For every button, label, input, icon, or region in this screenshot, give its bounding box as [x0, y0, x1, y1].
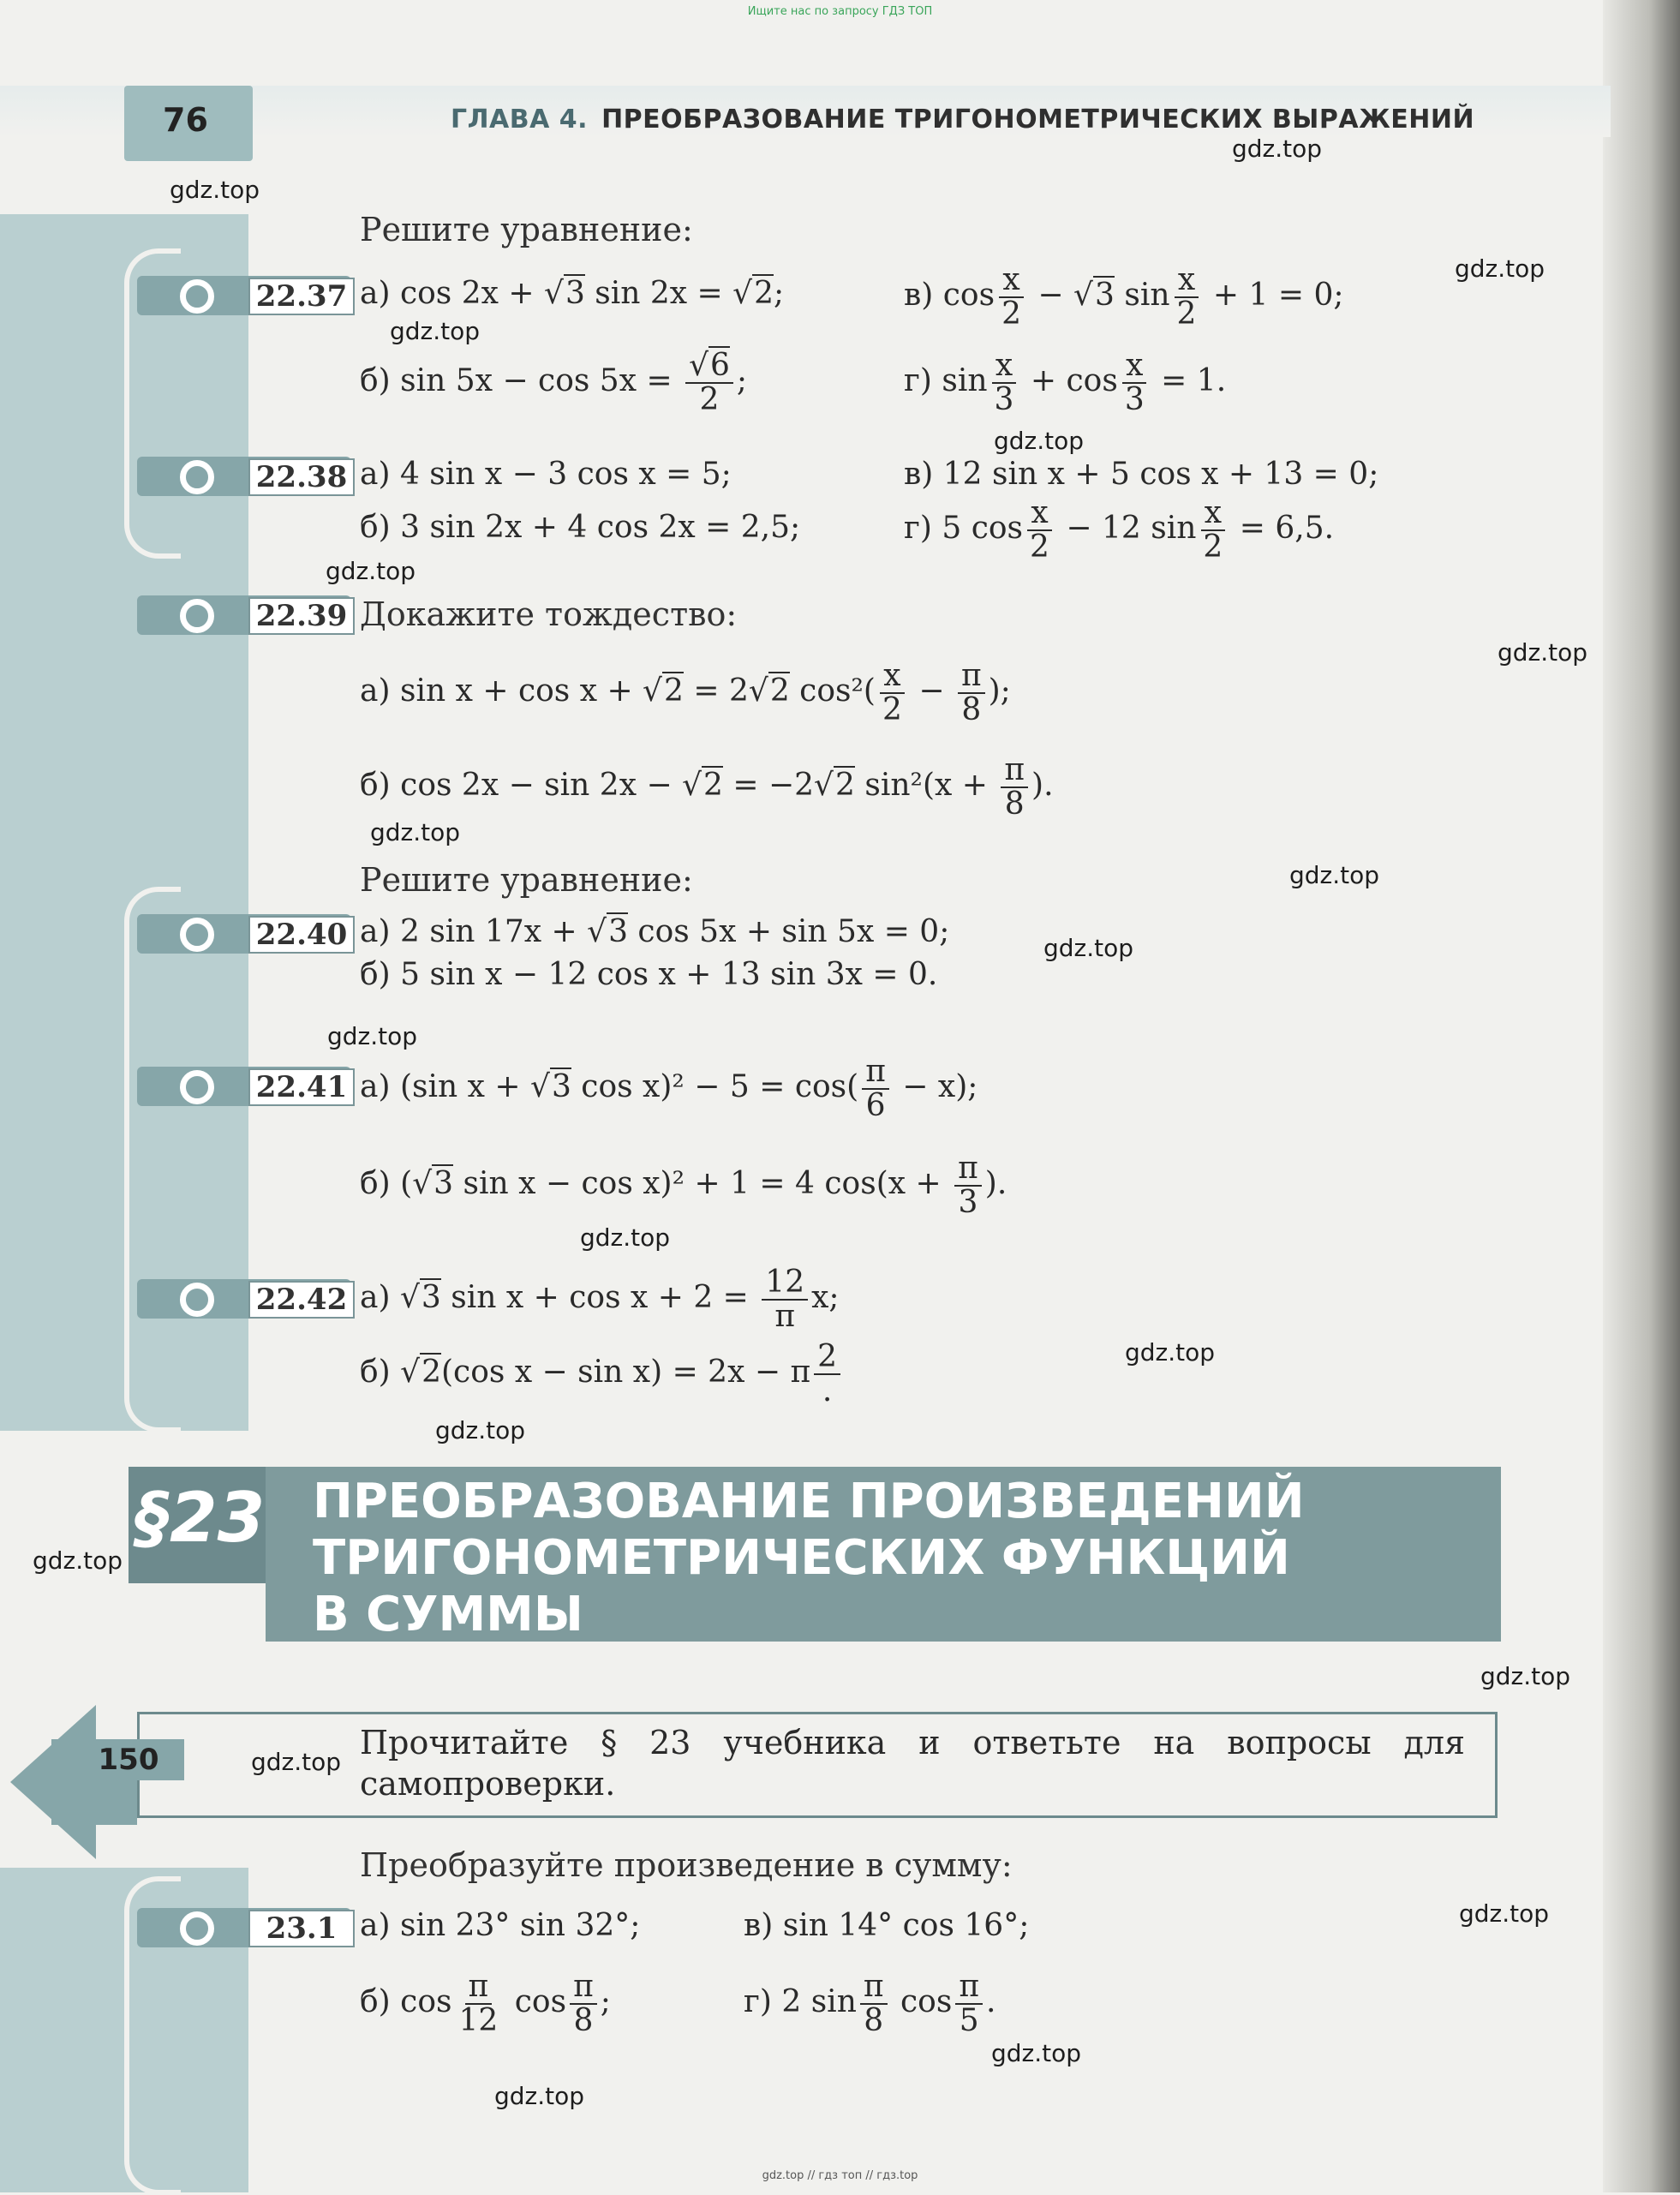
- intro-solve-1: Решите уравнение:: [360, 211, 693, 248]
- problem-22-37-g: г) sin $\frac{x}{3}$ + cos $\frac{x}{3}$ = 1.: [904, 348, 1227, 417]
- problem-number: 22.38: [248, 458, 355, 496]
- problem-22-42-b: б) √2(cos x − sin x) = 2x − π $\frac{2}{.}$: [360, 1341, 844, 1408]
- chapter-name: ПРЕОБРАЗОВАНИЕ ТРИГОНОМЕТРИЧЕСКИХ ВЫРАЖЕНИЙ: [601, 105, 1475, 135]
- problem-22-38-g: г) 5 cos $\frac{x}{2}$ − 12 sin $\frac{x}{2}$ = 6,5.: [904, 495, 1335, 565]
- question-number: 150: [73, 1739, 184, 1780]
- watermark: gdz.top: [327, 1022, 418, 1050]
- problem-number: 22.41: [248, 1068, 355, 1106]
- level-circle-icon: [180, 1911, 214, 1946]
- problem-number: 22.39: [248, 597, 355, 635]
- question-text: Прочитайте § 23 учебника и ответьте на вопросы для самопроверки.: [360, 1724, 1465, 1803]
- problem-22-39-b: б) cos 2x − sin 2x − √2 = −2√2 sin²(x + $\frac{\pi}{8}$ ).: [360, 752, 1054, 822]
- group-bracket-2: [124, 887, 181, 1432]
- chapter-title: [451, 105, 1474, 135]
- watermark: gdz.top: [1459, 1899, 1550, 1928]
- problem-number: 23.1: [248, 1910, 355, 1947]
- watermark: gdz.top: [494, 2082, 585, 2110]
- watermark: gdz.top: [580, 1223, 671, 1252]
- watermark: gdz.top: [991, 2039, 1082, 2067]
- watermark: gdz.top: [1043, 934, 1134, 962]
- problem-number: 22.37: [248, 278, 355, 315]
- intro-transform: Преобразуйте произведение в сумму:: [360, 1846, 1013, 1884]
- chapter-label: ГЛАВА 4.: [451, 105, 589, 135]
- watermark: gdz.top: [33, 1546, 123, 1575]
- watermark: gdz.top: [326, 557, 416, 585]
- problem-number: 22.40: [248, 916, 355, 954]
- problem-number: 22.42: [248, 1281, 355, 1319]
- watermark: gdz.top: [994, 427, 1085, 455]
- watermark: gdz.top: [1498, 638, 1588, 667]
- book-spine-shadow: [1603, 0, 1680, 2192]
- level-circle-icon: [180, 279, 214, 314]
- problem-22-39-a: а) sin x + cos x + √2 = 2√2 cos²( $\frac{x}{2}$ − $\frac{\pi}{8}$ );: [360, 658, 1011, 727]
- problem-22-38-a: а) 4 sin x − 3 cos x = 5;: [360, 457, 732, 492]
- top-note: Ищите нас по запросу ГДЗ ТОП: [747, 5, 933, 18]
- problem-23-1-g: г) 2 sin $\frac{\pi}{8}$ cos $\frac{\pi}{5}$ .: [744, 1969, 996, 2038]
- level-circle-icon: [180, 918, 214, 952]
- problem-22-40-b: б) 5 sin x − 12 cos x + 13 sin 3x = 0.: [360, 957, 938, 992]
- watermark: gdz.top: [1289, 861, 1380, 889]
- bottom-note: gdz.top // гдз топ // гдз.top: [762, 2169, 918, 2182]
- problem-22-38-v: в) 12 sin x + 5 cos x + 13 = 0;: [904, 457, 1379, 492]
- watermark: gdz.top: [1232, 135, 1323, 163]
- problem-23-1-b: б) cos $\frac{\pi}{12}$ cos $\frac{\pi}{8}$ ;: [360, 1969, 611, 2038]
- watermark: gdz.top: [435, 1416, 526, 1444]
- problem-23-1-v: в) sin 14° cos 16°;: [744, 1908, 1030, 1943]
- problem-22-41-a: а) (sin x + √3 cos x)² − 5 = cos( $\frac{\pi}{6}$ − x);: [360, 1054, 978, 1123]
- level-circle-icon: [180, 460, 214, 494]
- problem-22-40-a: а) 2 sin 17x + √3 cos 5x + sin 5x = 0;: [360, 914, 950, 949]
- problem-22-42-a: а) √3 sin x + cos x + 2 = $\frac{12}{\pi}$ x;: [360, 1265, 840, 1334]
- problem-22-37-v: в) cos $\frac{x}{2}$ − √3 sin $\frac{x}{2}$ + 1 = 0;: [904, 262, 1344, 332]
- watermark: gdz.top: [1125, 1338, 1216, 1367]
- level-circle-icon: [180, 1283, 214, 1317]
- problem-23-1-a: а) sin 23° sin 32°;: [360, 1908, 641, 1943]
- watermark: gdz.top: [1455, 254, 1545, 283]
- watermark: gdz.top: [1480, 1662, 1571, 1690]
- page-number: 76: [163, 101, 208, 139]
- level-circle-icon: [180, 599, 214, 633]
- watermark: gdz.top: [251, 1748, 342, 1776]
- watermark: gdz.top: [390, 317, 481, 345]
- section-title: ПРЕОБРАЗОВАНИЕ ПРОИЗВЕДЕНИЙ ТРИГОНОМЕТРИЧЕСКИХ ФУНКЦИЙ В СУММЫ: [313, 1474, 1305, 1642]
- problem-22-39-title: Докажите тождество:: [360, 595, 738, 633]
- watermark: gdz.top: [370, 818, 461, 846]
- problem-22-38-b: б) 3 sin 2x + 4 cos 2x = 2,5;: [360, 510, 801, 545]
- section-number: §23: [135, 1478, 266, 1558]
- problem-22-37-b: б) sin 5x − cos 5x = $\frac{√6}{2}$ ;: [360, 348, 748, 417]
- level-circle-icon: [180, 1070, 214, 1104]
- intro-solve-2: Решите уравнение:: [360, 861, 693, 899]
- watermark: gdz.top: [170, 176, 260, 204]
- problem-22-37-a: а) cos 2x + √3 sin 2x = √2;: [360, 276, 785, 311]
- problem-22-41-b: б) (√3 sin x − cos x)² + 1 = 4 cos(x + $\frac{\pi}{3}$ ).: [360, 1151, 1007, 1220]
